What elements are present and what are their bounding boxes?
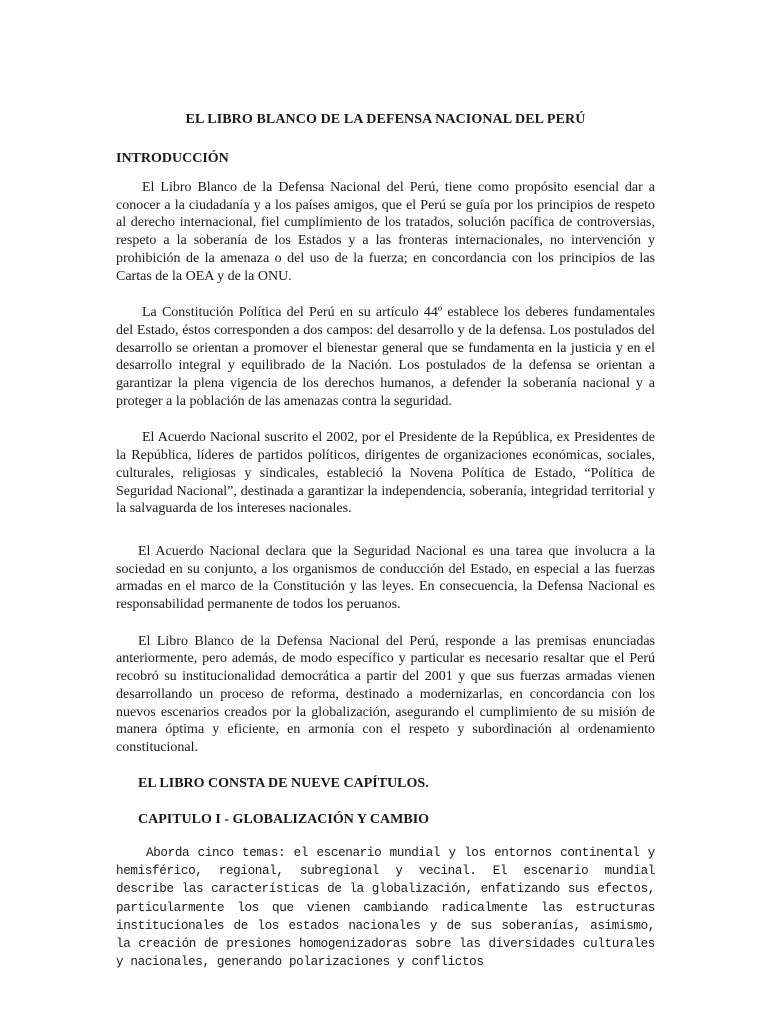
paragraph: El Acuerdo Nacional declara que la Seguridad Nacional es una tarea que involucra a la sociedad en su conjunto, a los organismos de conducción del Estado, en especial a las fuerzas armadas en el marco de la Constitución y las leyes. En consecuencia, la Defensa Nacional es responsabilidad permanente de todos los peruanos. [116, 543, 655, 613]
chapters-heading: EL LIBRO CONSTA DE NUEVE CAPÍTULOS. [138, 775, 429, 791]
paragraph: El Acuerdo Nacional suscrito el 2002, por el Presidente de la República, ex Presidentes de la República, líderes de partidos políticos, dirigentes de organizaciones económicas, sociales, culturales, religiosas y sindicales, estableció la Novena Política de Estado, “Política de Seguridad Nacional”, destinada a garantizar la independencia, soberanía, integridad territorial y la salvaguarda de los intereses nacionales. [116, 430, 655, 517]
document-page [116, 112, 655, 972]
intro-heading: INTRODUCCIÓN [116, 151, 229, 166]
document-title: EL LIBRO BLANCO DE LA DEFENSA NACIONAL DEL PERÚ [185, 112, 586, 127]
chapter-1-heading: CAPITULO I - GLOBALIZACIÓN Y CAMBIO [138, 811, 430, 827]
paragraph: El Libro Blanco de la Defensa Nacional del Perú, tiene como propósito esencial dar a conocer a la ciudadanía y a los países amigos, que el Perú se guía por los principios de respeto al derecho internacional, fiel cumplimiento de los tratados, solución pacífica de controversias, respeto a la soberanía de los Estados y a las fronteras internacionales, no intervención y prohibición de la amenaza o del uso de la fuerza; en concordancia con los principios de las Cartas de la OEA y de la ONU. [116, 180, 655, 284]
paragraph: La Constitución Política del Perú en su artículo 44º establece los deberes fundamentales del Estado, éstos corresponden a dos campos: del desarrollo y de la defensa. Los postulados del desarrollo se orientan a promover el bienestar general que se fundamenta en la justicia y en el desarrollo integral y equilibrado de la Nación. Los postulados de la defensa se orientan a garantizar la plena vigencia de los derechos humanos, a defender la soberanía nacional y a proteger a la población de las amenazas contra la seguridad. [116, 305, 655, 409]
chapter-1-paragraph: Aborda cinco temas: el escenario mundial y los entornos continental y hemisférico, regional, subregional y vecinal. El escenario mundial describe las características de la globalización, enfatizando sus efectos, particularmente los que vienen cambiando radicalmente las estructuras institucionales de los estados nacionales y de sus soberanías, asimismo, la creación de presiones homogenizadoras sobre las diversidades culturales y nacionales, generando polarizaciones y conflictos [116, 845, 655, 970]
paragraph: El Libro Blanco de la Defensa Nacional del Perú, responde a las premisas enunciadas anteriormente, pero además, de modo específico y particular es necesario resaltar que el Perú recobró su institucionalidad democrática a partir del 2001 y que sus fuerzas armadas vienen desarrollando un proceso de reforma, destinado a modernizarlas, en concordancia con los nuevos escenarios creados por la globalización, asegurando el cumplimiento de su misión de manera óptima y eficiente, en armonía con el respeto y subordinación al ordenamiento constitucional. [116, 633, 655, 755]
